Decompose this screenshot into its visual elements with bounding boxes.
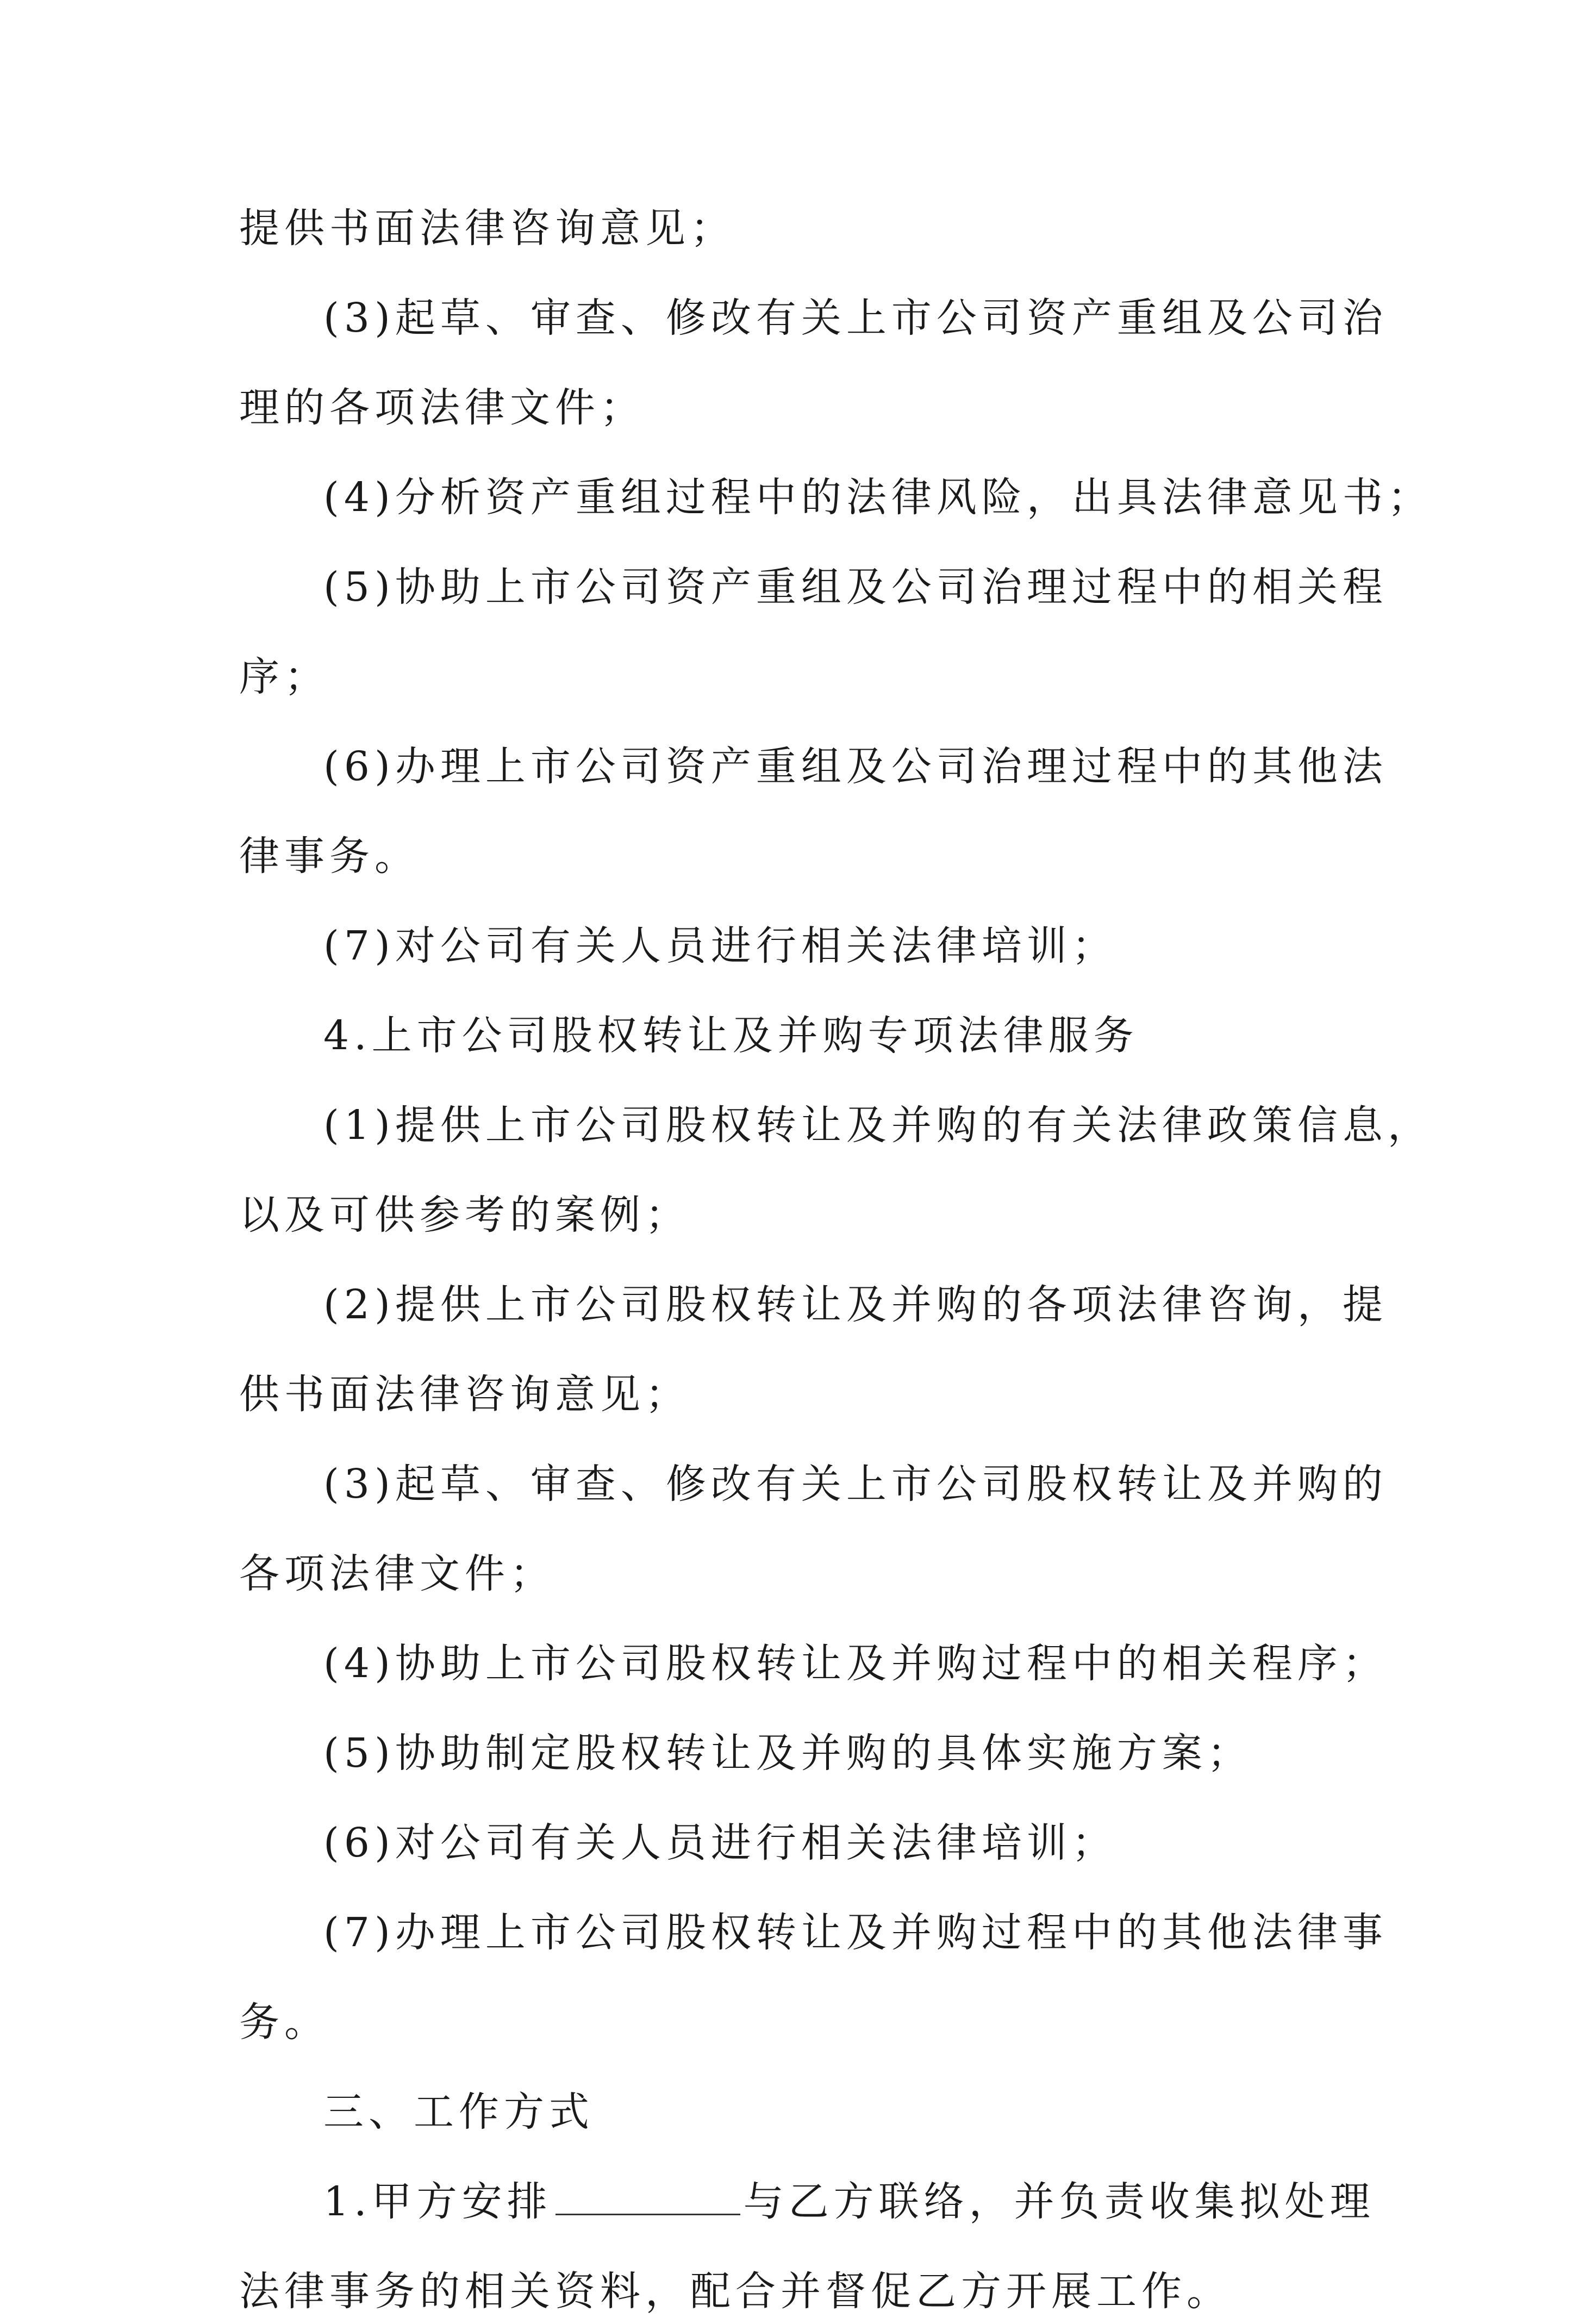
- text-line: (3)起草、审查、修改有关上市公司股权转让及并购的: [323, 1461, 1388, 1507]
- text-line: (4)分析资产重组过程中的法律风险，出具法律意见书；: [323, 474, 1433, 521]
- text-line: (5)协助上市公司资产重组及公司治理过程中的相关程: [323, 564, 1388, 610]
- text-line: (5)协助制定股权转让及并购的具体实施方案；: [323, 1730, 1252, 1777]
- fill-in-blank: [555, 2176, 740, 2215]
- text-line: (1)提供上市公司股权转让及并购的有关法律政策信息，: [323, 1102, 1433, 1149]
- text-line: 提供书面法律咨询意见；: [239, 205, 735, 252]
- clause-text-before-blank: 1.甲方安排: [323, 2178, 552, 2225]
- text-line: 以及可供参考的案例；: [239, 1192, 690, 1238]
- text-line: 序；: [239, 653, 329, 700]
- text-line: (3)起草、审查、修改有关上市公司资产重组及公司治: [323, 295, 1388, 341]
- text-line: 理的各项法律文件；: [239, 384, 645, 431]
- text-line: 法律事务的相关资料，配合并督促乙方开展工作。: [239, 2268, 1232, 2315]
- clause-line: [323, 2169, 1375, 2234]
- section-heading: 三、工作方式: [323, 2089, 594, 2135]
- text-line: (7)对公司有关人员进行相关法律培训；: [323, 923, 1117, 969]
- clause-text-after-blank: 与乙方联络，并负责收集拟处理: [743, 2178, 1375, 2225]
- text-line: 律事务。: [239, 833, 420, 880]
- text-line: (6)对公司有关人员进行相关法律培训；: [323, 1820, 1117, 1866]
- text-line: 各项法律文件；: [239, 1550, 555, 1597]
- text-line: 供书面法律咨询意见；: [239, 1371, 690, 1418]
- text-line: 务。: [239, 1999, 329, 2046]
- text-line: (4)协助上市公司股权转让及并购过程中的相关程序；: [323, 1640, 1388, 1687]
- text-line: (7)办理上市公司股权转让及并购过程中的其他法律事: [323, 1909, 1388, 1956]
- text-line: (6)办理上市公司资产重组及公司治理过程中的其他法: [323, 743, 1388, 790]
- section-heading: 4.上市公司股权转让及并购专项法律服务: [323, 1012, 1139, 1059]
- text-line: (2)提供上市公司股权转让及并购的各项法律咨询，提: [323, 1281, 1388, 1328]
